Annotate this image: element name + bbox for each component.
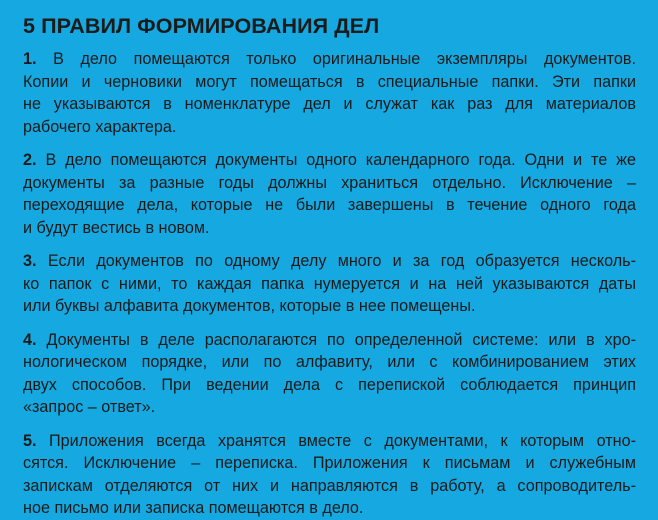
rule-line: ное письмо или записка помещаются в дело. — [23, 499, 364, 517]
rule-line: запискам отделяются от них и направляются в работу, а сопроводитель- — [23, 476, 636, 495]
rule-5 — [23, 430, 636, 520]
rule-number: 5. — [23, 431, 37, 450]
rule-4 — [23, 329, 636, 419]
rule-number: 1. — [23, 50, 37, 68]
rule-number: 4. — [23, 330, 37, 349]
rule-line: ко папок с ними, то каждая папка нумеруется и на ней указываются даты — [23, 274, 636, 293]
rule-2 — [23, 149, 636, 239]
rule-line: нологическом порядке, или по алфавиту, или с комбинированием этих — [23, 353, 636, 371]
rule-text: Если документов по одному делу много и за год образуется несколь- — [47, 252, 636, 270]
rule-text: Документы в деле располагаются по определенной системе: или в хро- — [46, 330, 636, 349]
rule-number: 3. — [23, 252, 37, 270]
rule-line — [23, 149, 636, 172]
rule-line: документы за разные годы должны храниться отдельно. Исключение – — [23, 173, 636, 192]
rule-line: рабочего характера. — [23, 117, 177, 136]
page-title: 5 ПРАВИЛ ФОРМИРОВАНИЯ ДЕЛ — [23, 14, 380, 38]
rule-line: Копии и черновики могут помещаться в специальные папки. Эти папки — [23, 72, 636, 91]
rule-1 — [23, 48, 636, 138]
rule-number: 2. — [23, 151, 37, 169]
rule-line: и будут вестись в новом. — [23, 218, 210, 237]
rule-line: не указываются в номенклатуре дел и служат как раз для материалов — [23, 95, 636, 113]
rule-line — [23, 430, 636, 453]
rule-line: сятся. Исключение – переписка. Приложения к письмам и служебным — [23, 454, 636, 472]
rule-line: или буквы алфавита документов, которые в нее помещены. — [23, 297, 476, 315]
rule-line — [23, 250, 636, 273]
rule-text: В дело помещаются документы одного календарного года. Одни и те же — [45, 151, 636, 169]
rule-3 — [23, 250, 636, 318]
rule-text: В дело помещаются только оригинальные экземпляры документов. — [53, 50, 636, 68]
rule-line: двух способов. При ведении дела с перепиской соблюдается принцип — [23, 375, 636, 394]
rule-line: переходящие дела, которые не были завершены в течение одного года — [23, 196, 636, 214]
rule-line — [23, 329, 636, 352]
rule-text: Приложения всегда хранятся вместе с документами, к которым отно- — [49, 431, 636, 450]
rule-line: «запрос – ответ». — [23, 398, 156, 416]
rule-line — [23, 48, 636, 71]
